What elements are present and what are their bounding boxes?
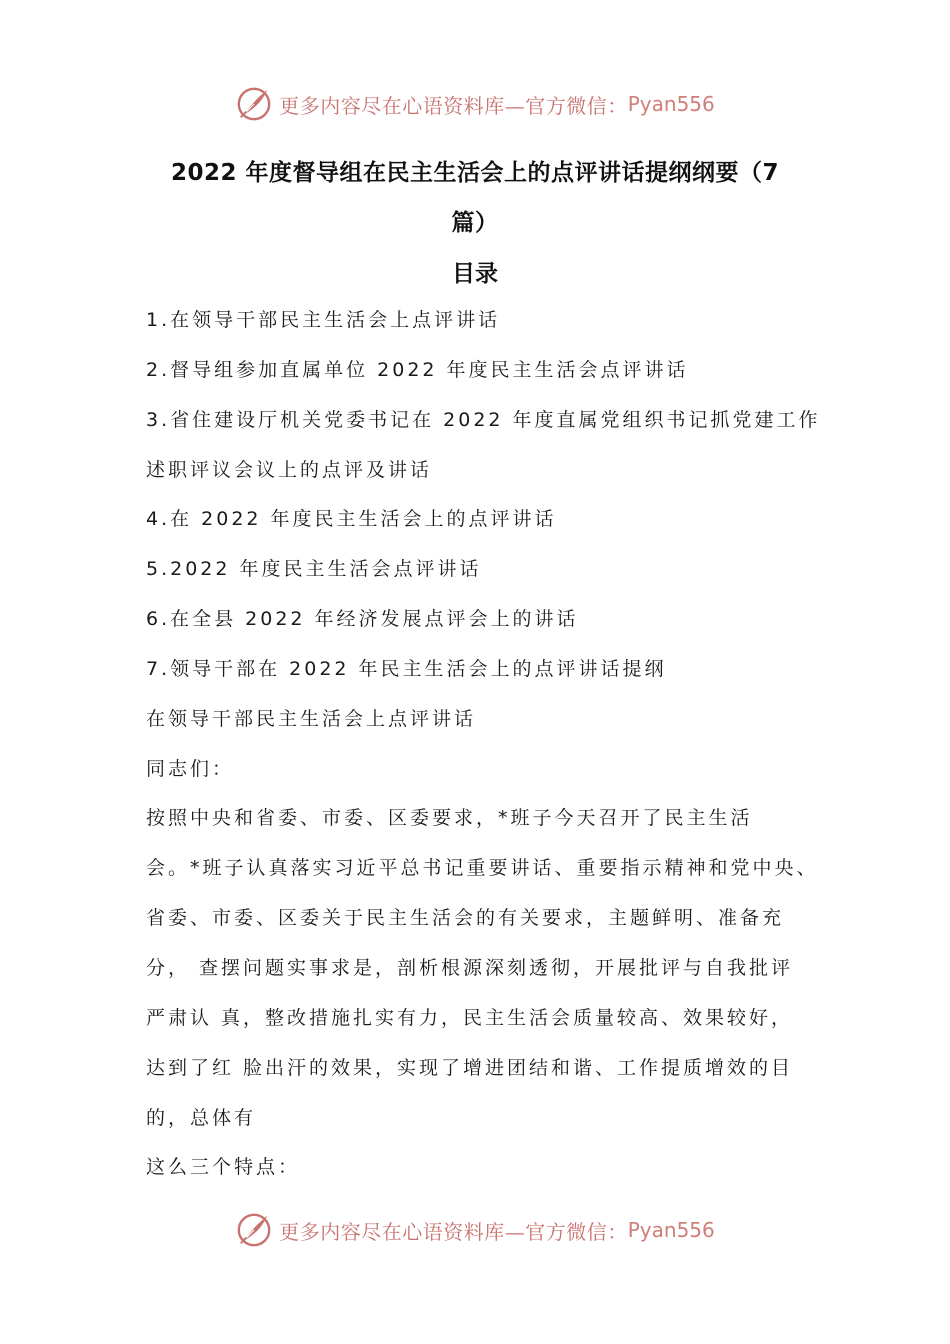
footer-watermark — [0, 1208, 950, 1252]
paragraph-line: 严肃认 真，整改措施扎实有力，民主生活会质量较高、效果较好， — [146, 1007, 794, 1029]
document-title-line-2: 篇） — [451, 210, 499, 236]
section-title: 在领导干部民主生活会上点评讲话 — [146, 708, 477, 730]
header-watermark — [0, 82, 950, 126]
paragraph-line: 分， 查摆问题实事求是，剖析根源深刻透彻，开展批评与自我批评 — [146, 957, 794, 979]
watermark-wechat-id: Pyan556 — [627, 92, 715, 116]
paragraph-line: 这么三个特点： — [146, 1156, 301, 1178]
toc-item: 2.督导组参加直属单位 2022 年度民主生活会点评讲话 — [146, 359, 689, 381]
toc-item: 5.2022 年度民主生活会点评讲话 — [146, 558, 482, 580]
paragraph-line: 会。*班子认真落实习近平总书记重要讲话、重要指示精神和党中央、 — [146, 857, 819, 879]
paragraph-line: 达到了红 脸出汗的效果，实现了增进团结和谐、工作提质增效的目 — [146, 1057, 794, 1079]
watermark-text: 更多内容尽在心语资料库—官方微信： — [279, 1219, 628, 1244]
salutation: 同志们： — [146, 758, 235, 780]
toc-heading: 目录 — [452, 261, 498, 287]
watermark-text: 更多内容尽在心语资料库—官方微信： — [279, 93, 628, 118]
document-title-line-1: 2022 年度督导组在民主生活会上的点评讲话提纲纲要（7 — [170, 160, 780, 186]
toc-item: 7.领导干部在 2022 年民主生活会上的点评讲话提纲 — [146, 658, 667, 680]
toc-item: 4.在 2022 年度民主生活会上的点评讲话 — [146, 508, 557, 530]
quill-logo-icon — [235, 1211, 273, 1249]
toc-item: 1.在领导干部民主生活会上点评讲话 — [146, 309, 501, 331]
toc-item: 6.在全县 2022 年经济发展点评会上的讲话 — [146, 608, 579, 630]
paragraph-line: 省委、市委、区委关于民主生活会的有关要求，主题鲜明、准备充 — [146, 907, 785, 929]
paragraph-line: 的，总体有 — [146, 1107, 257, 1129]
toc-item-continuation: 述职评议会议上的点评及讲话 — [146, 459, 433, 481]
toc-item: 3.省住建设厅机关党委书记在 2022 年度直属党组织书记抓党建工作 — [146, 409, 821, 431]
quill-logo-icon — [235, 85, 273, 123]
paragraph-line: 按照中央和省委、市委、区委要求，*班子今天召开了民主生活 — [146, 807, 753, 829]
watermark-wechat-id: Pyan556 — [627, 1218, 715, 1242]
